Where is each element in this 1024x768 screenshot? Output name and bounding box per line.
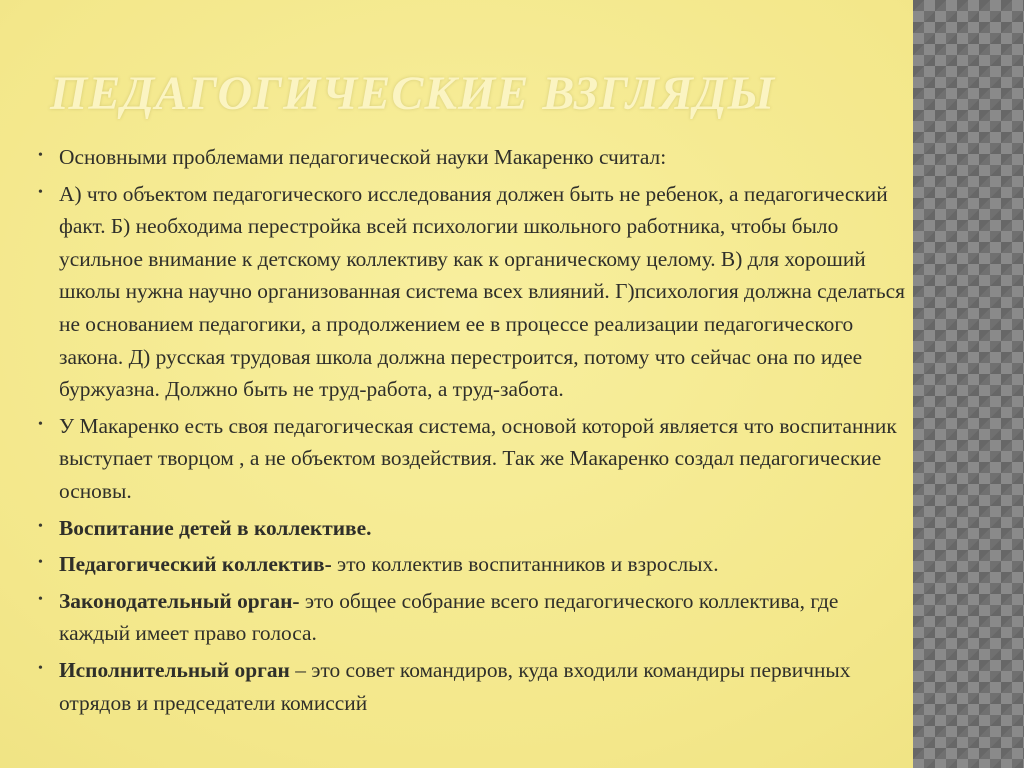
list-item-bold: Воспитание детей в коллективе. [59, 515, 372, 540]
decorative-side-pattern [913, 0, 1024, 768]
list-item-text: это общее собрание всего педагогического коллектива, где каждый имеет право голоса. [59, 588, 839, 646]
bullet-icon: • [38, 148, 43, 163]
bullet-list [38, 141, 910, 723]
list-item-bold: Педагогический коллектив- [59, 552, 332, 577]
list-item-bold: Законодательный орган- [59, 588, 300, 613]
slide-title: ПЕДАГОГИЧЕСКИЕ ВЗГЛЯДЫ [50, 67, 776, 120]
list-item-text: У Макаренко есть своя педагогическая система, основой которой является что воспитанник выступает творцом , а не объектом воздействия. Так же Макаренко создал педагогические основы. [59, 413, 897, 503]
bullet-icon: • [38, 591, 43, 607]
list-item [38, 512, 910, 545]
list-item-bold: Исполнительный орган [59, 657, 296, 682]
list-item [38, 178, 910, 406]
list-item [38, 141, 910, 174]
bullet-icon: • [38, 184, 43, 200]
list-item [38, 654, 910, 719]
list-item [38, 548, 910, 581]
bullet-icon: • [38, 416, 43, 432]
list-item-text: А) что объектом педагогического исследования должен быть не ребенок, а педагогический факт. Б) необходима перестройка всей психологии школьного работника, чтобы было усильное внимание к детскому коллективу как к органическому целому. В) для хороший школы нужна научно организованная система всех влияний. Г)психология должна сделаться не основанием педагогики, а продолжением ее в процессе реализации педагогического закона. Д) русская трудовая школа должна перестроится, потому что сейчас она по идее буржуазна. Должно быть не труд-работа, а труд-забота. [59, 181, 905, 402]
bullet-icon: • [38, 518, 43, 534]
bullet-icon: • [38, 660, 43, 676]
list-item-text: это коллектив воспитанников и взрослых. [331, 552, 719, 577]
list-item [38, 585, 910, 650]
list-item-text: – это совет командиров, куда входили командиры первичных отрядов и председатели комиссий [59, 657, 851, 715]
bullet-icon: • [38, 555, 43, 571]
list-item-text: Основными проблемами педагогической науки Макаренко считал: [59, 145, 667, 169]
list-item [38, 410, 910, 508]
